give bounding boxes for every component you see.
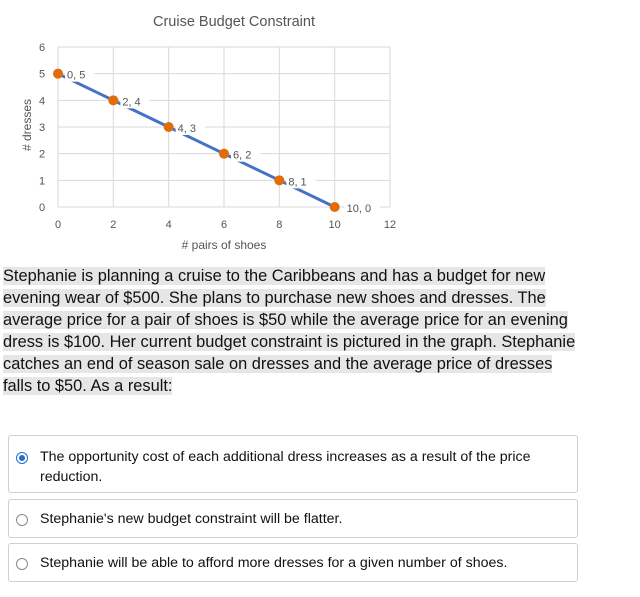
- data-label: 10, 0: [346, 203, 372, 215]
- answer-option-2-label: Stephanie's new budget constraint will be flatter.: [40, 511, 343, 527]
- x-axis-label: # pairs of shoes: [181, 238, 267, 252]
- y-tick-label: 5: [38, 68, 46, 81]
- y-axis-label: # dresses: [20, 98, 34, 152]
- x-tick-label: 0: [54, 219, 62, 231]
- data-point: [219, 149, 229, 159]
- data-label: 0, 5: [67, 69, 86, 82]
- budget-constraint-chart: [0, 0, 420, 260]
- answer-option-1-label: The opportunity cost of each additional dress increases as a result of the price reduction.: [40, 449, 531, 485]
- y-tick-label: 3: [38, 122, 46, 134]
- chart-title: Cruise Budget Constraint: [153, 14, 315, 30]
- x-tick-label: 12: [383, 219, 397, 231]
- data-label: 2, 4: [122, 96, 141, 109]
- answer-option-2[interactable]: [8, 499, 578, 538]
- y-tick-label: 2: [38, 148, 46, 161]
- x-tick-label: 6: [220, 219, 228, 231]
- data-point: [108, 95, 118, 105]
- question-body: Stephanie is planning a cruise to the Caribbeans and has a budget for new evening wear of $500. She plans to purchase new shoes and dresses. The average price for a pair of shoes is $50 while the average price for an evening dress is $100. Her current budget constraint is pictured in the graph. Stephanie catches an end of season sale on dresses and the average price of dresses falls to $50. As a result:: [3, 267, 576, 395]
- data-point: [274, 175, 284, 185]
- y-tick-label: 6: [38, 42, 46, 54]
- data-point: [53, 69, 63, 79]
- data-point: [330, 202, 340, 212]
- data-label: 8, 1: [288, 176, 307, 189]
- radio-selected-icon[interactable]: [16, 452, 28, 464]
- question-text: [3, 265, 583, 397]
- answer-option-3[interactable]: [8, 543, 578, 582]
- radio-unselected-icon[interactable]: [16, 514, 28, 526]
- y-tick-label: 4: [38, 95, 46, 108]
- data-point: [164, 122, 174, 132]
- radio-unselected-icon[interactable]: [16, 558, 28, 570]
- y-tick-label: 1: [38, 175, 46, 188]
- x-tick-label: 4: [165, 219, 172, 231]
- x-tick-label: 8: [276, 219, 283, 231]
- x-tick-label: 2: [110, 219, 117, 231]
- y-tick-label: 0: [38, 202, 46, 214]
- x-tick-label: 10: [328, 219, 341, 231]
- data-label: 6, 2: [233, 149, 252, 162]
- answer-option-3-label: Stephanie will be able to afford more dresses for a given number of shoes.: [40, 555, 508, 571]
- answer-option-1[interactable]: [8, 435, 578, 493]
- data-label: 4, 3: [177, 123, 197, 135]
- chart-svg: [0, 0, 420, 260]
